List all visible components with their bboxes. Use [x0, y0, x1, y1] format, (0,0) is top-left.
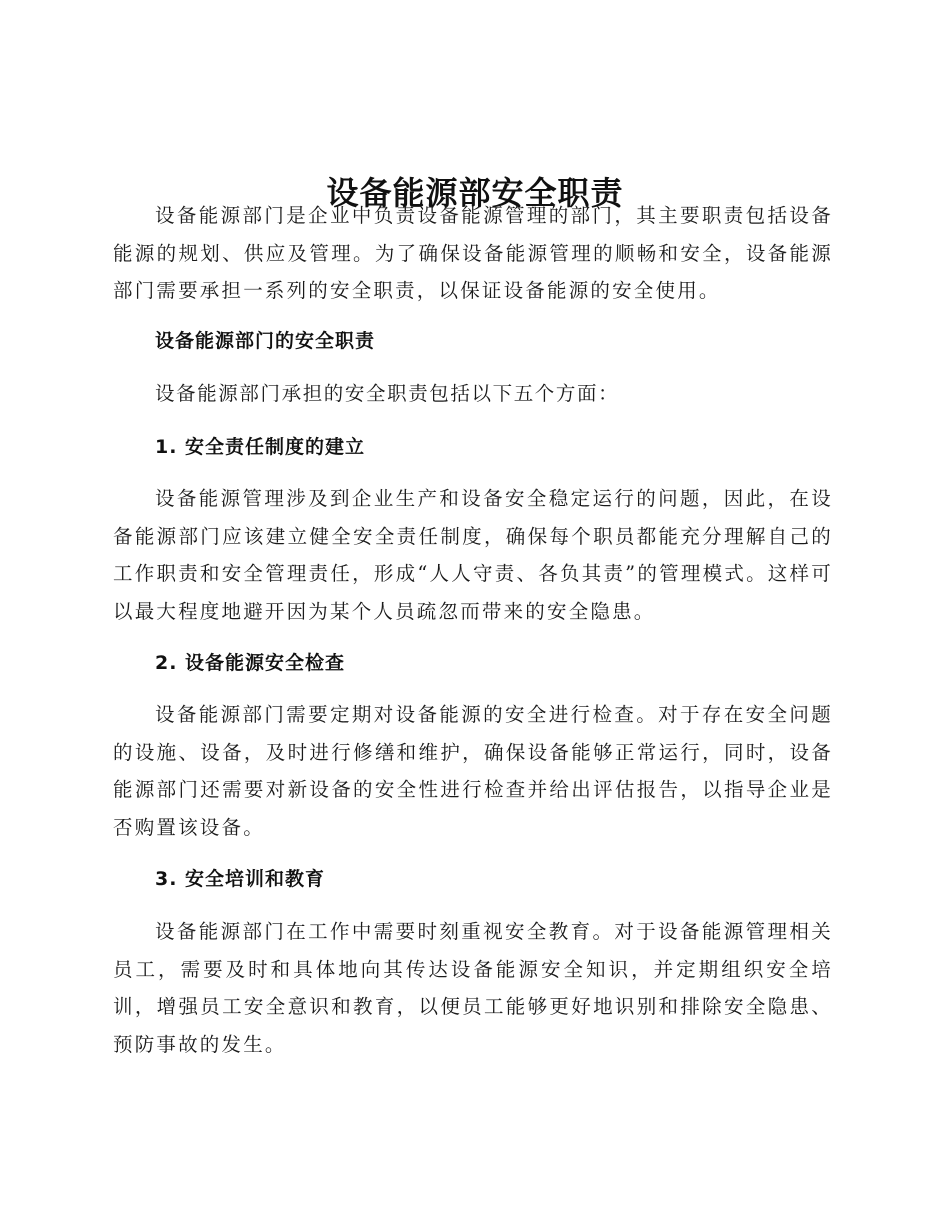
intro-paragraph: 设备能源部门是企业中负责设备能源管理的部门，其主要职责包括设备能源的规划、供应及管理。为了确保设备能源管理的顺畅和安全，设备能源部门需要承担一系列的安全职责，以保证设备能源的安全使用。 — [113, 204, 833, 302]
item-3-heading: 3. 安全培训和教育 — [155, 868, 326, 890]
item-3-body: 设备能源部门在工作中需要时刻重视安全教育。对于设备能源管理相关员工，需要及时和具体地向其传达设备能源安全知识，并定期组织安全培训，增强员工安全意识和教育，以便员工能够更好地识别和排除安全隐患、预防事故的发生。 — [113, 920, 833, 1056]
section-heading: 设备能源部门的安全职责 — [155, 330, 376, 352]
document-title: 设备能源部安全职责 — [326, 174, 624, 213]
item-2-body: 设备能源部门需要定期对设备能源的安全进行检查。对于存在安全问题的设施、设备，及时进行修缮和维护，确保设备能够正常运行，同时，设备能源部门还需要对新设备的安全性进行检查并给出评估报告，以指导企业是否购置该设备。 — [113, 703, 833, 839]
item-1-heading: 1. 安全责任制度的建立 — [155, 436, 366, 458]
section-intro: 设备能源部门承担的安全职责包括以下五个方面： — [155, 382, 620, 405]
item-2-heading: 2. 设备能源安全检查 — [155, 652, 346, 674]
item-1-body: 设备能源管理涉及到企业生产和设备安全稳定运行的问题，因此，在设备能源部门应该建立健全安全责任制度，确保每个职员都能充分理解自己的工作职责和安全管理责任，形成“人人守责、各负其责”的管理模式。这样可以最大程度地避开因为某个人员疏忽而带来的安全隐患。 — [113, 487, 833, 623]
